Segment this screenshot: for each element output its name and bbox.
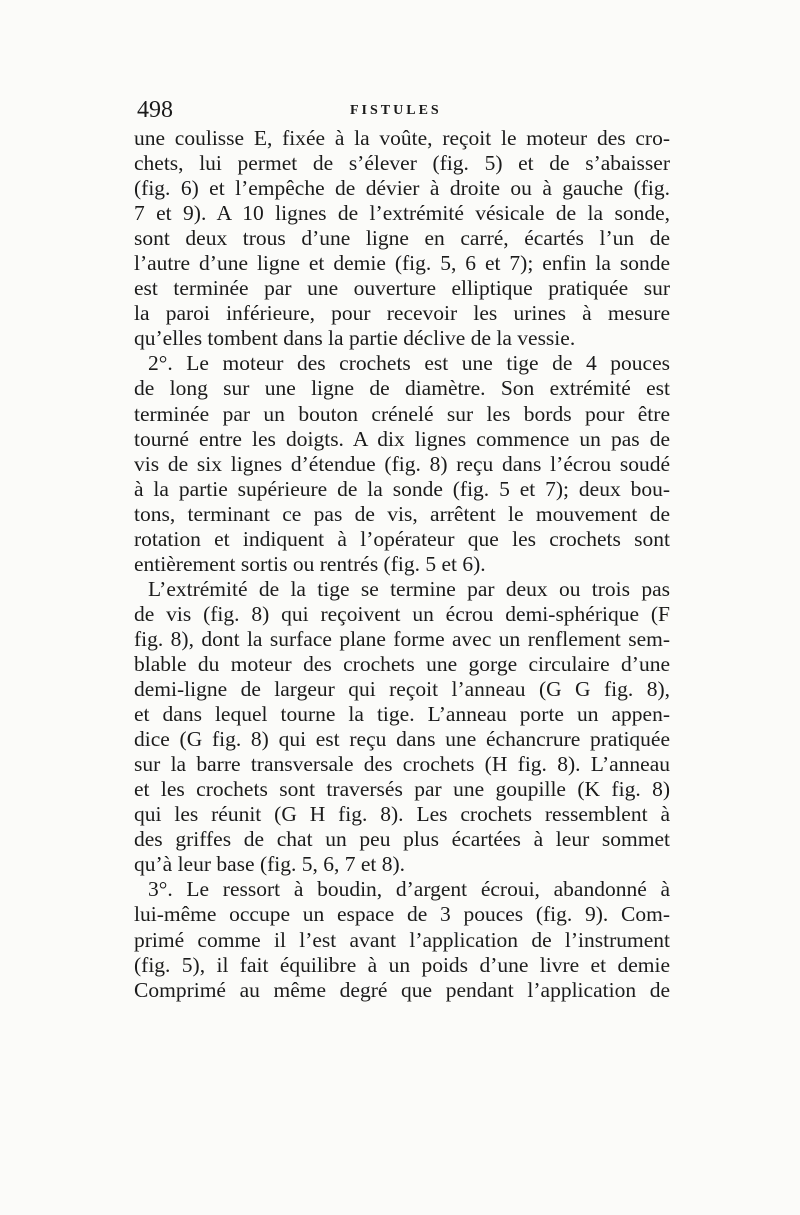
text-line: la paroi inférieure, pour recevoir les urines à mesure xyxy=(134,301,670,326)
text-line: (fig. 6) et l’empêche de dévier à droite ou à gauche (fig. xyxy=(134,176,670,201)
running-head: FISTULES xyxy=(350,103,442,118)
text-line: tons, terminant ce pas de vis, arrêtent le mouvement de xyxy=(134,501,670,526)
text-line: sur la barre transversale des crochets (H fig. 8). L’anneau xyxy=(134,752,670,777)
text-line: 7 et 9). A 10 lignes de l’extrémité vésicale de la sonde, xyxy=(134,201,670,226)
text-line: de vis (fig. 8) qui reçoivent un écrou demi-sphérique (F xyxy=(134,601,670,626)
text-line: est terminée par une ouverture elliptique pratiquée sur xyxy=(134,276,670,301)
text-line: chets, lui permet de s’élever (fig. 5) et de s’abaisser xyxy=(134,151,670,176)
text-line: 2°. Le moteur des crochets est une tige de 4 pouces xyxy=(148,351,670,376)
text-line: des griffes de chat un peu plus écartées à leur sommet xyxy=(134,827,670,852)
text-line: une coulisse E, fixée à la voûte, reçoit le moteur des cro- xyxy=(134,126,670,150)
text-line: et les crochets sont traversés par une goupille (K fig. 8) xyxy=(134,777,670,802)
page-header xyxy=(137,96,672,128)
text-line: Comprimé au même degré que pendant l’application de xyxy=(134,977,670,1002)
text-line: qu’elles tombent dans la partie déclive de la vessie. xyxy=(134,326,576,351)
text-line: demi-ligne de largeur qui reçoit l’anneau (G G fig. 8), xyxy=(134,677,670,702)
text-line: vis de six lignes d’étendue (fig. 8) reçu dans l’écrou soudé xyxy=(134,451,670,476)
text-line: primé comme il l’est avant l’application de l’instrument xyxy=(134,927,670,952)
text-line: sont deux trous d’une ligne en carré, écartés l’un de xyxy=(134,226,670,251)
text-line: dice (G fig. 8) qui est reçu dans une échancrure pratiquée xyxy=(134,727,670,752)
text-line: blable du moteur des crochets une gorge circulaire d’une xyxy=(134,651,670,676)
text-line: 3°. Le ressort à boudin, d’argent écroui, abandonné à xyxy=(148,877,670,902)
text-line: rotation et indiquent à l’opérateur que les crochets sont xyxy=(134,526,670,551)
text-line: entièrement sortis ou rentrés (fig. 5 et 6). xyxy=(134,551,486,576)
text-line: fig. 8), dont la surface plane forme avec un renflement sem- xyxy=(134,626,670,651)
text-line: L’extrémité de la tige se termine par deux ou trois pas xyxy=(148,576,670,601)
text-line: et dans lequel tourne la tige. L’anneau porte un appen- xyxy=(134,702,670,727)
text-line: de long sur une ligne de diamètre. Son extrémité est xyxy=(134,376,670,401)
text-line: terminée par un bouton crénelé sur les bords pour être xyxy=(134,401,670,426)
text-line: lui-même occupe un espace de 3 pouces (fig. 9). Com- xyxy=(134,902,670,927)
text-line: tourné entre les doigts. A dix lignes commence un pas de xyxy=(134,426,670,451)
text-line: l’autre d’une ligne et demie (fig. 5, 6 et 7); enfin la sonde xyxy=(134,251,670,276)
text-line: à la partie supérieure de la sonde (fig. 5 et 7); deux bou- xyxy=(134,476,670,501)
page-number: 498 xyxy=(137,97,173,123)
text-line: qui les réunit (G H fig. 8). Les crochets ressemblent à xyxy=(134,802,670,827)
body-text xyxy=(134,126,670,1003)
text-line: qu’à leur base (fig. 5, 6, 7 et 8). xyxy=(134,852,406,877)
text-line: (fig. 5), il fait équilibre à un poids d’une livre et demie xyxy=(134,952,670,977)
